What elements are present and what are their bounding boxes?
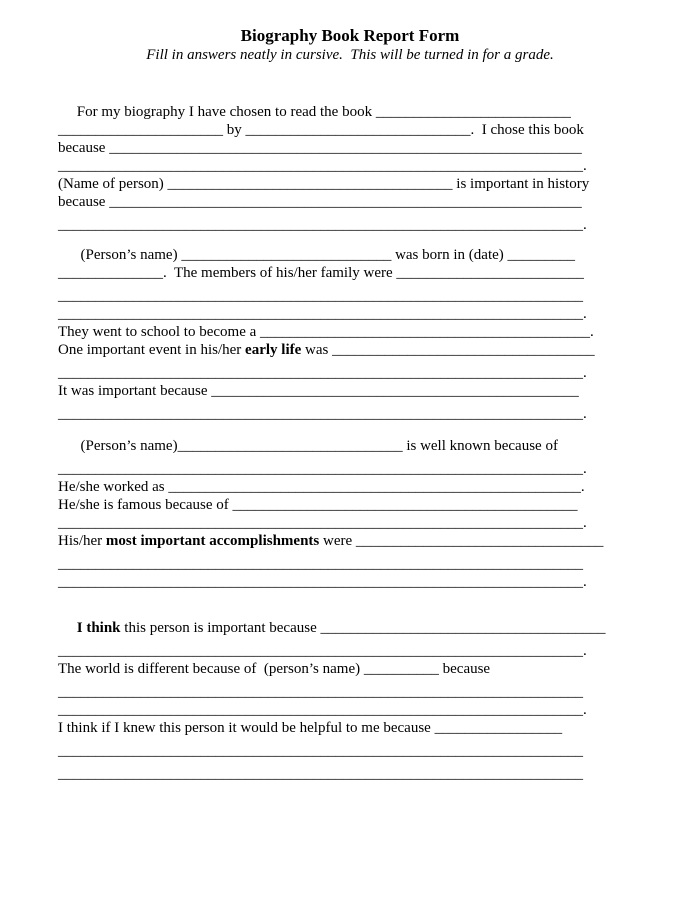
form-line [58,341,642,359]
blank-field: ______________________________________________________________________ [58,574,583,590]
blank-field: _________________________ [396,265,584,281]
form-line [58,514,642,532]
form-line [58,765,642,783]
form-line [58,405,642,423]
text: I think if I knew this person it would be helpful to me because [58,720,435,736]
text: . [583,406,587,422]
blank-field: ___________________________________ [332,342,595,358]
form-line [58,139,642,157]
text: is important in history [452,176,590,192]
form-section [58,437,642,591]
blank-field: _________________________________ [355,533,604,549]
text: because [438,661,491,677]
bold-text: early life [245,342,302,358]
blank-field: _________________ [434,720,563,736]
form-section [58,619,642,783]
text: was [301,342,333,358]
form-line [58,478,642,496]
text: It was important because [58,383,212,399]
page-subtitle: Fill in answers neatly in cursive. This will be turned in for a grade. [146,47,554,63]
blank-field: ______________________________________________________________________ [58,643,583,659]
form-line [58,619,642,637]
blank-field: ______________________________________________________________________ [58,702,583,718]
blank-field: ______________________ [58,122,223,138]
text: this person is important because [120,620,321,636]
blank-field: ______________________________________________________________________ [58,684,583,700]
text: . The members of his/her family were [163,265,397,281]
blank-field: ______________________________________________________________________ [58,766,583,782]
blank-field: ____________________________ [181,247,392,263]
text: . [583,702,587,718]
blank-field: _______________________________________________________ [168,479,581,495]
text [58,620,77,636]
form-line [58,287,642,305]
blank-field: ______________________________________________________________________ [58,743,583,759]
form-line [58,437,642,455]
blank-field: ______________________________________________________________________ [58,406,583,422]
text: . [583,217,587,233]
blank-field: _______________________________________________________________ [109,194,582,210]
form-line [58,660,642,678]
blank-field: ______________________________ [245,122,471,138]
text: He/she worked as [58,479,169,495]
form-line [58,701,642,719]
blank-field: ______________________________ [177,438,403,454]
form-line [58,305,642,323]
blank-field: __________________________ [375,104,571,120]
text: . [583,643,587,659]
text: His/her [58,533,106,549]
text: because [58,140,110,156]
blank-field: _________ [507,247,576,263]
form-line [58,193,642,211]
form-line [58,496,642,514]
text: because [58,194,110,210]
blank-field: ______________________________________________ [232,497,578,513]
form-line [58,103,642,121]
text: One important event in his/her [58,342,246,358]
form-line [58,364,642,382]
blank-field: ______________________________________________________________________ [58,365,583,381]
blank-field: __________ [363,661,439,677]
text: The world is different because of (person’s name) [58,661,364,677]
text: . [583,461,587,477]
text: . I chose this book [470,122,584,138]
blank-field: ______________________________________________________________________ [58,556,583,572]
text: . [583,365,587,381]
form-line [58,573,642,591]
blank-field: ______________________________________________________________________ [58,461,583,477]
text: . [590,324,594,340]
blank-field: ______________________________________ [320,620,606,636]
form-line [58,532,642,550]
text: For my biography I have chosen to read the book [58,104,376,120]
form-line [58,642,642,660]
form-line [58,382,642,400]
form-line [58,323,642,341]
text: . [583,574,587,590]
blank-field: ____________________________________________ [260,324,591,340]
blank-field: ______________ [58,265,163,281]
bold-text: most important accomplishments [105,533,320,549]
blank-field: _________________________________________________ [211,383,579,399]
text: . [580,479,585,495]
text: (Person’s name) [58,247,182,263]
form-line [58,683,642,701]
blank-field: ______________________________________________________________________ [58,217,583,233]
text: (Person’s name) [58,438,178,454]
form-body [58,103,642,783]
blank-field: ______________________________________________________________________ [58,306,583,322]
form-line [58,175,642,193]
form-line [58,216,642,234]
form-line [58,121,642,139]
form-line [58,246,642,264]
text: is well known because of [402,438,558,454]
text: were [319,533,356,549]
blank-field: ______________________________________________________________________ [58,158,583,174]
text: They went to school to become a [58,324,261,340]
form-line [58,460,642,478]
blank-field: _______________________________________________________________ [109,140,582,156]
text: by [223,122,246,138]
form-line [58,719,642,737]
blank-field: ______________________________________________________________________ [58,288,583,304]
page-title: Biography Book Report Form [240,26,460,45]
form-line [58,555,642,573]
blank-field: ______________________________________ [167,176,453,192]
form-line [58,264,642,282]
blank-field: ______________________________________________________________________ [58,515,583,531]
text: (Name of person) [58,176,168,192]
text: . [583,515,587,531]
form-line [58,157,642,175]
form-section [58,246,642,423]
bold-text: I think [76,620,121,636]
text: He/she is famous because of [58,497,233,513]
text: . [583,306,587,322]
text: was born in (date) [391,247,508,263]
form-section [58,103,642,234]
text: . [583,158,587,174]
form-line [58,742,642,760]
